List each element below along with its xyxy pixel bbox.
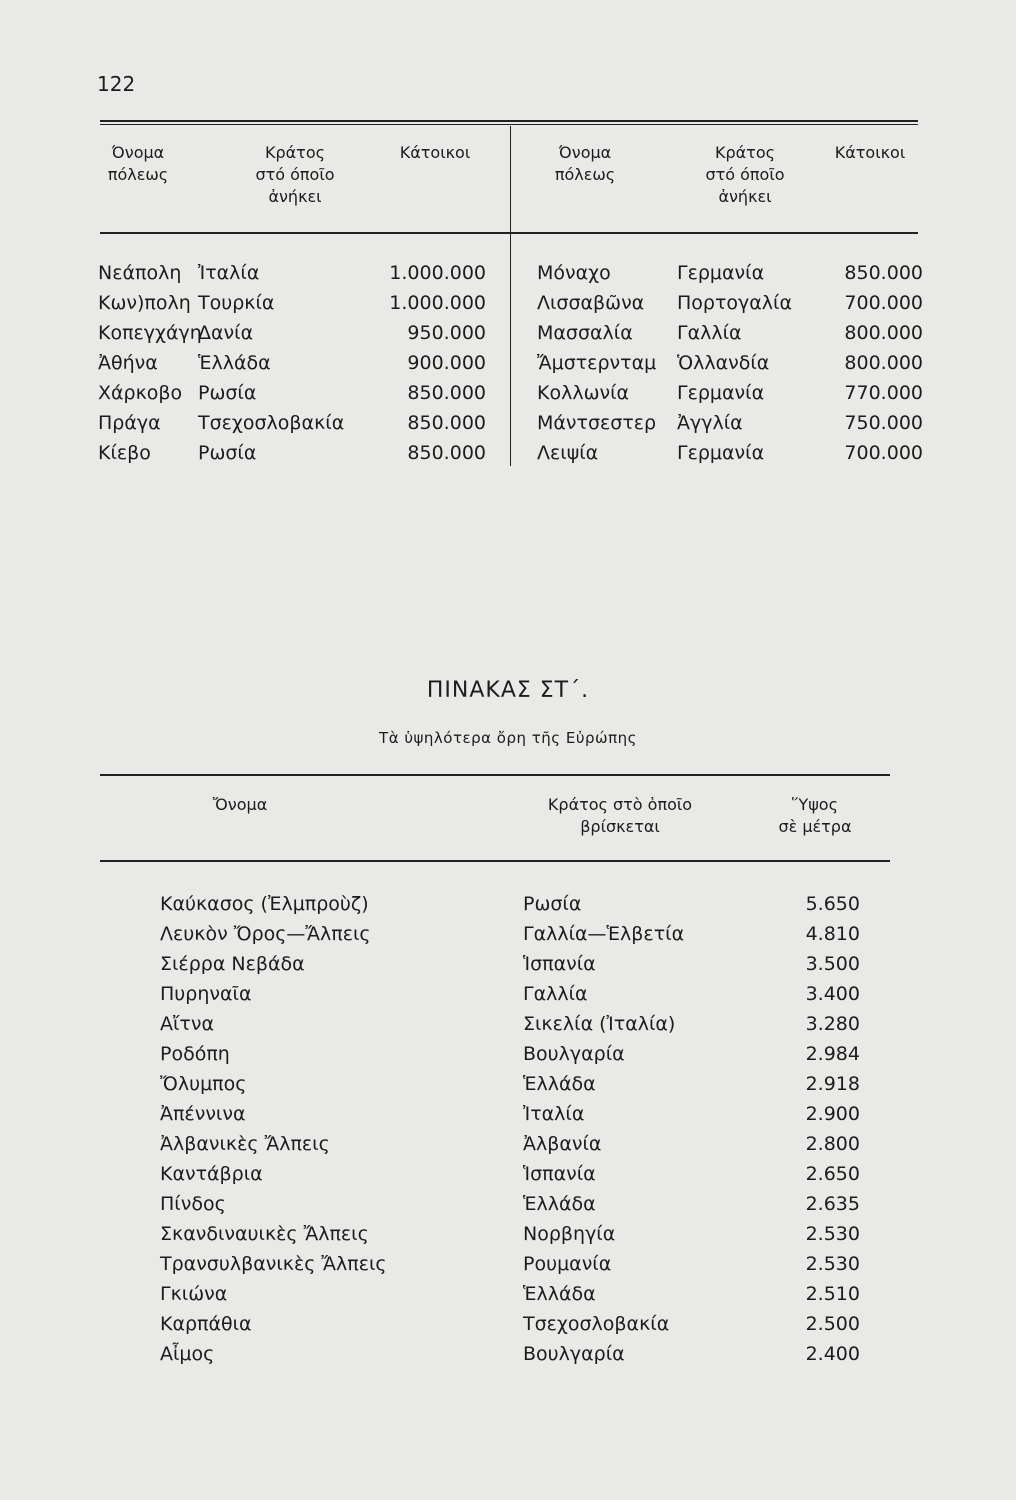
t2-rows (160, 893, 880, 1373)
mountain-name: Ροδόπη (160, 1043, 230, 1065)
mountain-name: Αἴτνα (160, 1013, 215, 1035)
table-row (160, 1253, 880, 1283)
mountain-name: Σιέρρα Νεβάδα (160, 953, 305, 975)
state-name: Βουλγαρία (523, 1343, 625, 1365)
state-name: Τουρκία (198, 292, 275, 314)
mountain-name: Καρπάθια (160, 1313, 252, 1335)
table1-top-rule (100, 120, 918, 122)
population: 850.000 (407, 412, 486, 434)
table-row (160, 1013, 880, 1043)
mountain-name: Πίνδος (160, 1193, 226, 1215)
population: 950.000 (407, 322, 486, 344)
table-row (160, 1103, 880, 1133)
table-row (98, 442, 498, 472)
state-name: Γερμανία (677, 382, 765, 404)
table-row (160, 1133, 880, 1163)
t1-right-header-pop: Κάτοικοι (834, 143, 906, 162)
table-row (160, 1283, 880, 1313)
population: 850.000 (407, 442, 486, 464)
table-row (537, 382, 927, 412)
city-name: Λειψία (537, 442, 599, 464)
t1-left-rows (98, 262, 498, 472)
population: 1.000.000 (389, 292, 486, 314)
table1-top-rule-thin (100, 124, 918, 125)
height-value: 2.800 (805, 1133, 860, 1155)
height-value: 2.530 (805, 1223, 860, 1245)
state-name: Ρωσία (198, 382, 257, 404)
height-value: 2.650 (805, 1163, 860, 1185)
state-name: Ἀγγλία (677, 412, 743, 434)
city-name: Μόναχο (537, 262, 611, 284)
city-name: Μάντσεστερ (537, 412, 657, 434)
t1-left-header-state: Κράτος στό όποῖο ἀνήκει (255, 143, 335, 206)
mountain-name: Τρανσυλβανικὲς Ἄλπεις (160, 1253, 387, 1275)
mountain-name: Σκανδιναυικὲς Ἄλπεις (160, 1223, 369, 1245)
state-name: Ἱσπανία (523, 953, 596, 975)
city-name: Κων)πολη (98, 292, 191, 314)
table-row (98, 352, 498, 382)
state-name: Βουλγαρία (523, 1043, 625, 1065)
mountain-name: Αἶμος (160, 1343, 215, 1365)
table-row (537, 322, 927, 352)
table-row (160, 1193, 880, 1223)
mountain-name: Ὄλυμπος (160, 1073, 247, 1095)
population: 700.000 (844, 442, 923, 464)
state-name: Ἑλλάδα (523, 1193, 596, 1215)
table1-header-rule (100, 232, 918, 234)
table-row (98, 262, 498, 292)
table-row (537, 292, 927, 322)
state-name: Τσεχοσλοβακία (198, 412, 345, 434)
city-name: Κοπεγχάγη (98, 322, 202, 344)
height-value: 2.900 (805, 1103, 860, 1125)
state-name: Ρωσία (198, 442, 257, 464)
table-row (537, 442, 927, 472)
height-value: 3.500 (805, 953, 860, 975)
table1-divider (510, 126, 511, 466)
table-row (98, 412, 498, 442)
table-row (98, 382, 498, 412)
state-name: Γερμανία (677, 442, 765, 464)
t1-right-header-city: Όνομα πόλεως (554, 143, 616, 184)
state-name: Ἀλβανία (523, 1133, 602, 1155)
t2-header-name: Ὄνομα (212, 795, 268, 814)
mountain-name: Καύκασος (Ἐλμπροὺζ) (160, 893, 369, 915)
population: 800.000 (844, 352, 923, 374)
height-value: 2.984 (805, 1043, 860, 1065)
table-row (160, 1223, 880, 1253)
state-name: Ἰταλία (198, 262, 260, 284)
mountain-name: Γκιώνα (160, 1283, 228, 1305)
population: 850.000 (407, 382, 486, 404)
state-name: Γερμανία (677, 262, 765, 284)
table-row (537, 412, 927, 442)
city-name: Μασσαλία (537, 322, 633, 344)
table-row (160, 1043, 880, 1073)
state-name: Ἰταλία (523, 1103, 585, 1125)
table-row (98, 292, 498, 322)
city-name: Χάρκοβο (98, 382, 183, 404)
height-value: 3.280 (805, 1013, 860, 1035)
t2-header-state: Κράτος στὸ ὁποῖο βρίσκεται (547, 795, 693, 836)
table-row (98, 322, 498, 352)
table-row (160, 923, 880, 953)
city-name: Νεάπολη (98, 262, 182, 284)
state-name: Νορβηγία (523, 1223, 616, 1245)
height-value: 2.500 (805, 1313, 860, 1335)
t2-header-height: Ὕψος σὲ μέτρα (778, 795, 852, 836)
mountain-name: Πυρηναῖα (160, 983, 252, 1005)
population: 1.000.000 (389, 262, 486, 284)
state-name: Γαλλία (523, 983, 588, 1005)
city-name: Κίεβο (98, 442, 151, 464)
table-row (160, 1073, 880, 1103)
state-name: Πορτογαλία (677, 292, 793, 314)
table2-header-rule (100, 860, 890, 862)
height-value: 2.400 (805, 1343, 860, 1365)
table2-top-rule (100, 774, 890, 776)
height-value: 3.400 (805, 983, 860, 1005)
table-row (537, 262, 927, 292)
table-row (160, 893, 880, 923)
table-row (160, 1343, 880, 1373)
state-name: Γαλλία—Ἑλβετία (523, 923, 685, 945)
height-value: 2.918 (805, 1073, 860, 1095)
city-name: Ἄμστερνταμ (537, 352, 657, 374)
population: 750.000 (844, 412, 923, 434)
state-name: Ἑλλάδα (198, 352, 271, 374)
state-name: Ρωσία (523, 893, 582, 915)
mountain-name: Ἀπέννινα (160, 1103, 246, 1125)
city-name: Πράγα (98, 412, 161, 434)
height-value: 4.810 (805, 923, 860, 945)
table-row (160, 1163, 880, 1193)
population: 700.000 (844, 292, 923, 314)
height-value: 2.530 (805, 1253, 860, 1275)
table-row (160, 983, 880, 1013)
population: 850.000 (844, 262, 923, 284)
t1-left-header-pop: Κάτοικοι (399, 143, 471, 162)
t1-left-header-city: Όνομα πόλεως (107, 143, 169, 184)
state-name: Σικελία (Ἰταλία) (523, 1013, 676, 1035)
population: 800.000 (844, 322, 923, 344)
population: 770.000 (844, 382, 923, 404)
table-row (160, 953, 880, 983)
table-row (537, 352, 927, 382)
mountain-name: Καντάβρια (160, 1163, 263, 1185)
state-name: Ἑλλάδα (523, 1073, 596, 1095)
mountain-name: Λευκὸν Ὄρος—Ἄλπεις (160, 923, 371, 945)
table-row (160, 1313, 880, 1343)
t1-right-rows (537, 262, 927, 472)
height-value: 2.635 (805, 1193, 860, 1215)
population: 900.000 (407, 352, 486, 374)
state-name: Δανία (198, 322, 254, 344)
city-name: Κολλωνία (537, 382, 630, 404)
city-name: Ἀθήνα (98, 352, 158, 374)
state-name: Ὁλλανδία (677, 352, 770, 374)
state-name: Ρουμανία (523, 1253, 612, 1275)
height-value: 2.510 (805, 1283, 860, 1305)
height-value: 5.650 (805, 893, 860, 915)
city-name: Λισσαβῶνα (537, 292, 645, 314)
table-title: ΠΙΝΑΚΑΣ ΣΤ΄. (426, 678, 590, 703)
t1-right-header-state: Κράτος στό όποῖο ἀνήκει (705, 143, 785, 206)
page-number: 122 (97, 72, 136, 96)
table-subtitle: Τὰ ὑψηλότερα ὄρη τῆς Εὐρώπης (379, 729, 637, 747)
state-name: Ἑλλάδα (523, 1283, 596, 1305)
state-name: Ἱσπανία (523, 1163, 596, 1185)
state-name: Γαλλία (677, 322, 742, 344)
state-name: Τσεχοσλοβακία (523, 1313, 670, 1335)
mountain-name: Ἀλβανικὲς Ἄλπεις (160, 1133, 330, 1155)
